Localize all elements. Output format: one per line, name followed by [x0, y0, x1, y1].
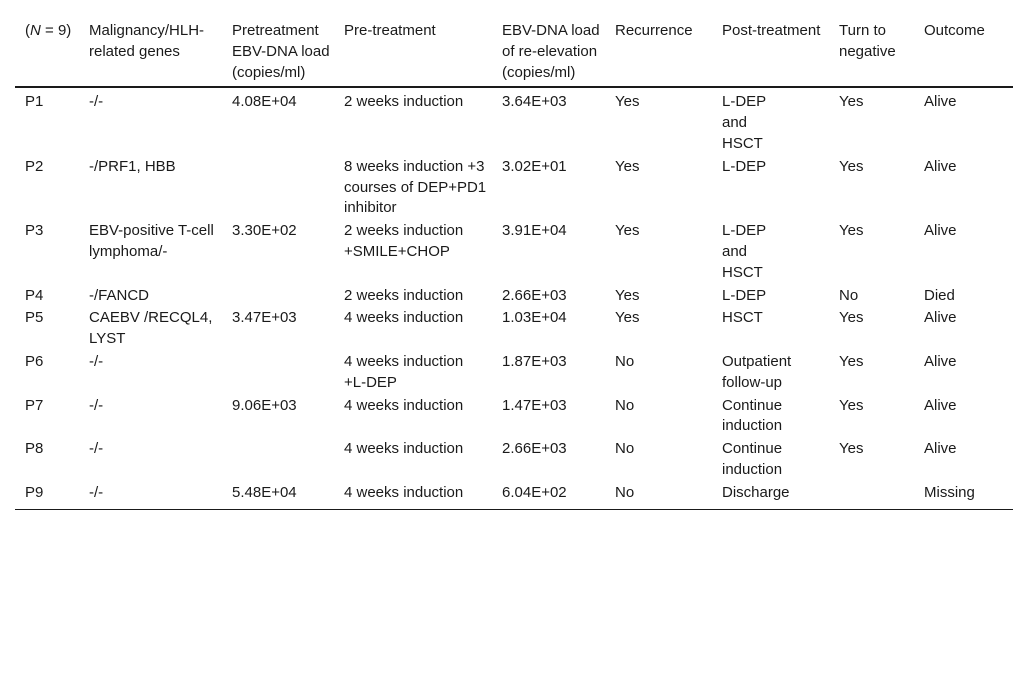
- cell-re-elevation-load: 3.02E+01: [502, 157, 567, 175]
- cell-pre-treatment: 2 weeks induction: [344, 93, 464, 111]
- table-row: [15, 286, 1013, 309]
- cell-pre-treatment: 2 weeks induction: [344, 286, 464, 304]
- cell-pretreatment-load: 4.08E+04: [232, 93, 297, 111]
- cell-re-elevation-load: 1.87E+03: [502, 352, 567, 370]
- cell-patient: P7: [25, 396, 44, 414]
- header-post-treatment: Post-treatment: [712, 17, 829, 87]
- cell-pre-treatment: 4 weeks induction: [344, 309, 464, 327]
- cell-recurrence: No: [615, 396, 635, 414]
- cell-recurrence: No: [615, 440, 635, 458]
- cell-re-elevation-load: 6.04E+02: [492, 483, 605, 509]
- cell-genes: -/-: [79, 483, 222, 509]
- table-row: [15, 439, 1013, 483]
- cell-patient: P8: [25, 440, 44, 458]
- cell-patient: P6: [25, 352, 44, 370]
- cell-post-treatment: [712, 308, 829, 352]
- cell-patient: P2: [25, 157, 44, 175]
- post-treatment-line: HSCT: [722, 309, 763, 327]
- cell-re-elevation-load: 1.47E+03: [502, 396, 567, 414]
- table-row: [15, 157, 1013, 221]
- cell-pre-treatment: 8 weeks induction +3 courses of DEP+PD1 inhibitor: [344, 157, 487, 217]
- patient-table: [15, 17, 1013, 510]
- post-treatment-line: HSCT: [722, 263, 763, 281]
- cell-turn-to-negative: [829, 483, 914, 509]
- cell-post-treatment: [712, 221, 829, 285]
- table-row: [15, 308, 1013, 352]
- post-treatment-line: L-DEP: [722, 157, 767, 175]
- post-treatment-line: and: [722, 114, 748, 132]
- cell-recurrence: Yes: [615, 157, 640, 175]
- post-treatment-line: Discharge: [722, 483, 790, 501]
- cell-genes: -/-: [89, 352, 104, 370]
- header-n: (N = 9): [15, 17, 79, 87]
- cell-pre-treatment: 4 weeks induction +L-DEP: [344, 352, 464, 391]
- post-treatment-line: HSCT: [722, 134, 763, 152]
- cell-post-treatment: [712, 396, 829, 440]
- cell-turn-to-negative: Yes: [839, 93, 864, 111]
- table-row: [15, 87, 1013, 156]
- cell-genes: -/FANCD: [89, 286, 149, 304]
- cell-patient: P5: [25, 309, 44, 327]
- cell-patient: P1: [25, 93, 44, 111]
- cell-re-elevation-load: 3.64E+03: [502, 93, 567, 111]
- cell-recurrence: Yes: [615, 286, 640, 304]
- cell-turn-to-negative: Yes: [839, 440, 864, 458]
- post-treatment-line: L-DEP: [722, 286, 767, 304]
- cell-turn-to-negative: Yes: [839, 396, 864, 414]
- post-treatment-line: Outpatient follow-up: [722, 352, 792, 391]
- cell-post-treatment: [712, 352, 829, 396]
- cell-post-treatment: [712, 439, 829, 483]
- cell-genes: EBV-positive T-cell lymphoma/-: [89, 222, 214, 260]
- cell-turn-to-negative: Yes: [839, 157, 864, 175]
- cell-outcome: Missing: [914, 483, 1013, 509]
- cell-outcome: Alive: [924, 222, 957, 240]
- table-row: [15, 221, 1013, 285]
- cell-re-elevation-load: 1.03E+04: [502, 309, 567, 327]
- cell-patient: P4: [25, 286, 44, 304]
- cell-pretreatment-load: 3.47E+03: [232, 309, 297, 327]
- cell-turn-to-negative: Yes: [839, 222, 864, 240]
- cell-genes: CAEBV /RECQL4, LYST: [89, 309, 213, 348]
- post-treatment-line: L-DEP: [722, 222, 767, 240]
- cell-post-treatment: [712, 87, 829, 156]
- cell-pretreatment-load: 5.48E+04: [222, 483, 334, 509]
- cell-outcome: Died: [924, 286, 955, 304]
- header-row: [15, 17, 1013, 87]
- cell-patient: P9: [15, 483, 79, 509]
- post-treatment-line: L-DEP: [722, 93, 767, 111]
- cell-outcome: Alive: [924, 440, 957, 458]
- cell-turn-to-negative: No: [839, 286, 859, 304]
- cell-re-elevation-load: 2.66E+03: [502, 286, 567, 304]
- header-recurrence: Recurrence: [605, 17, 712, 87]
- cell-patient: P3: [25, 222, 44, 240]
- post-treatment-line: Continue induction: [722, 440, 783, 478]
- cell-turn-to-negative: Yes: [839, 352, 864, 370]
- cell-genes: -/-: [89, 93, 104, 111]
- cell-genes: -/-: [89, 396, 104, 414]
- post-treatment-line: Continue induction: [722, 396, 783, 435]
- cell-re-elevation-load: 3.91E+04: [502, 222, 567, 240]
- cell-pretreatment-load: [222, 286, 334, 309]
- cell-pretreatment-load: [222, 352, 334, 396]
- cell-re-elevation-load: 2.66E+03: [502, 440, 567, 458]
- cell-pre-treatment: 2 weeks induction +SMILE+CHOP: [344, 222, 464, 260]
- header-genes: Malignancy/HLH-related genes: [79, 17, 222, 87]
- table-row: [15, 483, 1013, 509]
- cell-recurrence: Yes: [615, 93, 640, 111]
- header-pretreatment-load: Pretreatment EBV-DNA load (copies/ml): [222, 17, 334, 87]
- header-pre-treatment: Pre-treatment: [334, 17, 492, 87]
- cell-pretreatment-load: [222, 157, 334, 221]
- cell-outcome: Alive: [924, 309, 957, 327]
- table-row: [15, 352, 1013, 396]
- cell-pre-treatment: 4 weeks induction: [344, 396, 464, 414]
- post-treatment-line: and: [722, 242, 748, 260]
- cell-pretreatment-load: 3.30E+02: [232, 222, 297, 240]
- cell-recurrence: No: [615, 352, 635, 370]
- header-re-elevation-load: EBV-DNA load of re-elevation (copies/ml): [492, 17, 605, 87]
- cell-post-treatment: [712, 157, 829, 221]
- cell-pretreatment-load: [222, 439, 334, 483]
- table-header: [15, 17, 1013, 87]
- header-outcome: Outcome: [914, 17, 1013, 87]
- table-body: [15, 87, 1013, 509]
- cell-turn-to-negative: Yes: [839, 309, 864, 327]
- cell-recurrence: Yes: [615, 309, 640, 327]
- table-row: [15, 396, 1013, 440]
- cell-pretreatment-load: 9.06E+03: [232, 396, 297, 414]
- cell-outcome: Alive: [924, 396, 957, 414]
- cell-genes: -/PRF1, HBB: [89, 157, 176, 175]
- cell-post-treatment: [712, 483, 829, 509]
- cell-genes: -/-: [89, 440, 104, 458]
- cell-post-treatment: [712, 286, 829, 309]
- cell-pre-treatment: 4 weeks induction: [334, 483, 492, 509]
- cell-recurrence: Yes: [615, 222, 640, 240]
- cell-outcome: Alive: [924, 352, 957, 370]
- header-turn-to-negative: Turn to negative: [829, 17, 914, 87]
- cell-recurrence: No: [605, 483, 712, 509]
- cell-pre-treatment: 4 weeks induction: [344, 440, 464, 458]
- cell-outcome: Alive: [924, 157, 957, 175]
- cell-outcome: Alive: [924, 93, 957, 111]
